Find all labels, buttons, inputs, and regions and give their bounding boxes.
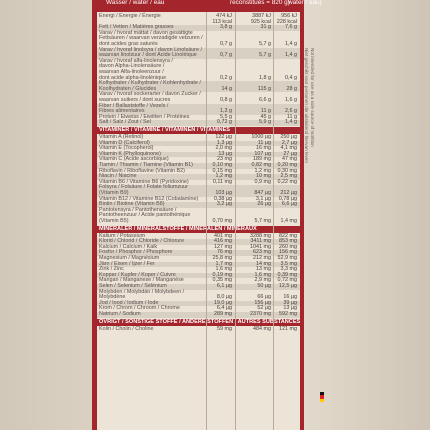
row-value-2: 212 mg [253,255,271,261]
row-label: Vitamin K (Phylloquinone) [99,150,161,157]
row-value-2: 0,82 mg [251,162,271,168]
row-label: Fettsäuren / waarvan verzadigde vetzuren / [99,35,203,42]
row-value-2: 52 µg [257,305,271,312]
header-col-1: Wasser / water / eau [106,0,165,6]
row-label: dont acides gras saturés [99,41,158,47]
row-value-1: 474 kJ [216,13,232,19]
row-value-3: 2,7 µg [281,139,297,146]
row-label: Vitamin B12 / Vitamine B12 (Cobalamine) [99,195,199,202]
row-value-3: 121 mg [279,325,297,332]
row-label: Koolhydraten / Glucides [99,85,157,92]
row-value-3: 0,72 mg [277,277,297,284]
row-value-1: 8,0 µg [216,294,232,301]
row-value-1: 14 g [221,85,232,92]
row-value-1: 0,2 g [220,74,232,81]
row-value-2: 13 mg [256,266,271,273]
row-value-1: 289 mg [214,311,232,317]
row-value-1: 0,15 mg [212,167,232,174]
row-value-2: 0,9 mg [254,178,271,185]
row-value-3: 3,3 mg [280,266,297,273]
header-col-2: reconstitués = 820 g) [230,0,290,6]
row-value-2: 2370 mg [250,311,271,317]
row-value-1: 1,3 g [220,108,232,115]
row-value-1: 0,19 mg [212,271,232,278]
row-label: Zink / Zinc [99,266,124,273]
row-value-1: 0,7 g [220,41,232,47]
row-value-3: 228 kcal [276,18,297,25]
row-label: Vitamin E (Tocopherol) [99,145,154,152]
row-label: Kolhydrater / Kulhydrater / Kohlenhydrate / [99,80,201,87]
row-label: Pantotensyra / Pantothensäure / [99,206,177,213]
row-value-1: 0,8 g [220,97,232,103]
row-value-3: 1,4 g [285,41,297,47]
row-label: Klorid / Chlorid / Chloride / Chlorure [99,238,185,245]
row-value-2: 11 µg [257,139,271,146]
row-value-3: 212 µg [280,190,297,196]
row-value-1: 113 kcal [212,18,232,25]
section-header-vitamins: VITAMINER / VITAMINE / VITAMINEN / VITAMINES [97,127,300,134]
flag-icon [320,392,324,402]
row-value-3: 11 g [286,113,297,120]
row-label: Kalium / Potassium [99,232,146,239]
column-divider [273,12,274,430]
side-text-1: Not intended for use as a sole source of nutrition [310,48,315,147]
row-value-1: 6,1 µg [216,283,232,289]
table-row [97,327,300,333]
row-label: Järn / Eisen / Ijzer / Fer [99,260,155,267]
row-value-2: 1,2 mg [254,167,271,174]
row-label: Fibres alimentaires [99,108,145,115]
row-label: Magnesium / Magnésium [99,255,160,261]
row-value-3: 250 µg [280,134,297,140]
row-value-2: 14 mg [256,260,271,267]
row-value-3: 3,5 mg [280,260,297,267]
row-value-1: 23 mg [217,156,232,163]
row-value-2: 66 µg [257,294,271,301]
row-value-2: 5,7 g [259,41,271,47]
row-value-2: 115 g [257,85,271,92]
row-label: Vitamin D (Calciferol) [99,139,150,146]
row-value-2: 45 g [260,113,271,120]
row-value-3: 956 kJ [281,13,297,19]
row-value-2: 189 mg [253,156,271,163]
section-header-other: ÖVRIGT / SONSTIGE STOFFE / ANDERE STOFFEN / AUTRES SUBSTANCES [99,318,301,325]
row-value-2: 3288 mg [250,232,271,239]
row-value-3: 592 mg [279,311,297,317]
row-value-1: 0,70 mg [212,218,232,224]
nutrition-table [97,12,300,430]
row-value-2: 484 mg [253,325,271,332]
row-label: Niacin / Niacine [99,173,137,180]
row-value-2: 1041 mg [250,243,271,250]
table-row [97,120,300,126]
row-label: Protein / Eiweiss / Eiwitten / Protéines [99,113,190,120]
row-value-2: 1,6 mg [254,271,271,278]
row-value-2: 107 µg [254,150,271,157]
row-label: Vitamin A (Retinol) [99,134,144,140]
row-value-1: 2,0 mg [215,145,232,152]
row-value-3: 12,5 µg [278,283,297,289]
row-label: Varav / hvoraf sockerarter / davon Zucker / [99,91,201,98]
row-value-3: 2,5 mg [280,173,297,180]
row-value-2: 31 g [260,24,271,31]
row-value-3: 1,4 mg [280,218,297,224]
row-label: Kalcium / Calcium / Kalk [99,243,158,250]
row-value-2: 5,7 mg [254,218,271,224]
row-value-3: 4,1 mg [280,145,297,152]
row-value-2: 11 g [260,108,271,115]
row-value-3: 0,22 mg [277,178,297,185]
row-value-2: 623 mg [253,249,271,256]
row-value-1: 3,2 µg [216,201,232,208]
row-label: dont acide alpha-linolénique [99,74,167,81]
row-label: Molybden / Molybdän / Molybdeen / [99,288,185,295]
row-value-2: 3,1 µg [255,195,271,202]
row-value-1: 0,11 mg [212,178,232,185]
row-label: Folsyra / Folsäure / Folate foliumzuur [99,184,188,191]
row-value-1: 1,6 mg [215,266,232,273]
row-label: Koppar / Kupfer / Koper / Cuivre [99,271,176,278]
row-value-2: 16 mg [256,145,271,152]
row-value-1: 1,3 µg [216,139,232,146]
row-value-2: 5,7 g [259,52,271,59]
row-value-3: 0,4 g [285,74,297,81]
row-value-3: 13 µg [283,305,297,312]
row-value-1: 0,35 mg [212,277,232,284]
row-value-2: 50 µg [257,283,271,289]
row-value-2: 1000 µg [251,134,271,140]
row-value-3: 16 µg [283,294,297,301]
row-value-1: 122 µg [215,134,232,140]
row-value-2: 2,9 mg [254,277,271,284]
row-value-2: 925 kcal [250,18,271,25]
row-value-1: 0,72 g [217,119,232,126]
side-vertical-text [305,8,319,428]
row-value-3: 52,9 mg [277,255,297,261]
row-value-2: 1,8 g [259,74,271,81]
row-value-3: 0,39 mg [277,271,297,278]
row-label: waarvan Alfa-linoleenzuur / [99,69,164,75]
row-label: Varav / hvoraf alfa-linolensyra / [99,57,173,64]
row-value-3: 853 mg [279,238,297,245]
row-value-2: 3887 kJ [252,13,271,19]
row-label: Fiber / Ballaststoffe / Vezels / [99,102,169,109]
row-value-3: 260 mg [279,243,297,250]
row-label: Biotin / Biotine (Vitamin B8) [99,201,165,208]
row-value-3: 822 mg [279,232,297,239]
row-value-1: 25,8 mg [212,255,232,261]
row-value-1: 1,2 mg [215,173,232,180]
row-label: waarvan suikers / dont sucres [99,97,171,103]
row-value-1: 416 mg [214,238,232,245]
row-value-1: 5,5 g [220,113,232,120]
row-value-2: 3411 mg [250,238,271,245]
row-value-1: 3,8 g [220,24,232,31]
row-label: Varav / hvoraf mättat / davon gesättigte [99,29,193,36]
row-label: Energi / Energie / Énergie [99,13,161,19]
row-value-1: 59 mg [217,325,232,332]
row-label: Salt / Salz / Zout / Sel [99,119,151,126]
row-value-1: 0,10 mg [212,162,232,168]
row-label: Fett / Vetten / Matières grasses [99,24,174,31]
row-label: Vitamin B6 / Vitamine B6 (Pyridoxine) [99,178,189,185]
row-label: Krom / Chrom / Chroom / Chrome [99,305,180,312]
header-col-3: water / eau) [288,0,322,6]
row-value-3: 0,30 mg [277,167,297,174]
side-text-2: Niet geschikt voor personen die uitsluitend hiervan leven [304,48,309,163]
row-label: Selen / Selenium / Sélénium [99,283,167,289]
row-label: (Vitamin B9) [99,190,129,196]
row-value-2: 10 mg [256,173,271,180]
row-value-1: 6,4 µg [216,305,232,312]
row-label: Kolin / Cholin / Choline [99,325,154,332]
row-value-3: 39 µg [283,299,297,306]
row-value-3: 156 mg [279,249,297,256]
row-label: Pantotheenzuur / Acide pantothénique [99,212,191,219]
column-divider [206,12,207,430]
section-header-minerals: MINERALER / MINERALSTOFFE / MINERALEN / MINÉRAUX [97,226,300,233]
row-value-2: 5,9 g [259,119,271,126]
row-value-3: 0,78 µg [278,195,297,202]
row-value-1: 0,7 g [220,52,232,59]
row-label: Mangan / Manganese / Manganèse [99,277,184,284]
row-value-3: 1,4 g [285,52,297,59]
row-value-1: 401 mg [214,232,232,239]
row-value-1: 0,38 µg [213,195,232,202]
row-label: Riboflavin / Riboflavine (Vitamin B2) [99,167,185,174]
column-divider [235,12,236,430]
row-value-3: 47 mg [282,156,297,163]
row-label: Jod / Iood / Iodium / Iode [99,299,159,306]
row-value-2: 156 µg [254,299,271,306]
row-value-2: 6,6 g [259,97,271,103]
row-value-3: 28 g [286,85,297,92]
row-value-1: 1,7 mg [215,260,232,267]
row-value-3: 6,6 µg [281,201,297,208]
row-value-3: 2,6 g [285,108,297,115]
table-header [96,0,322,12]
row-value-1: 13 µg [218,150,232,157]
row-label: Vitamin C (Acide ascorbique) [99,156,169,163]
row-value-1: 103 µg [215,190,232,196]
row-label: Varav / hvoraf linolsyra / davon Linolsäure / [99,46,202,53]
row-value-3: 1,4 g [285,119,297,126]
row-value-1: 127 mg [214,243,232,250]
row-label: (Vitamin B5) [99,218,129,224]
table-row [97,219,300,225]
row-value-3: 27 µg [283,150,297,157]
row-value-3: 1,6 g [285,97,297,103]
row-label: Tiamin / Thiamin / Tiamine (Vitamin B1) [99,162,193,168]
row-value-1: 19,0 µg [213,299,232,306]
row-value-3: 0,20 mg [277,162,297,168]
row-label: waarvan linolzuur / dont Acide Linoléique [99,52,197,59]
row-value-2: 847 µg [254,190,271,196]
row-value-2: 26 µg [257,201,271,208]
row-value-1: 76 mg [217,249,232,256]
row-label: Natrium / Sodium [99,311,141,317]
row-label: Molybdène [99,294,126,301]
table-row [97,312,300,318]
row-label: davon Alpha-Linolensäure / [99,63,165,70]
row-value-3: 7,6 g [285,24,297,31]
row-label: Fosfor / Phosphor / Phosphore [99,249,173,256]
